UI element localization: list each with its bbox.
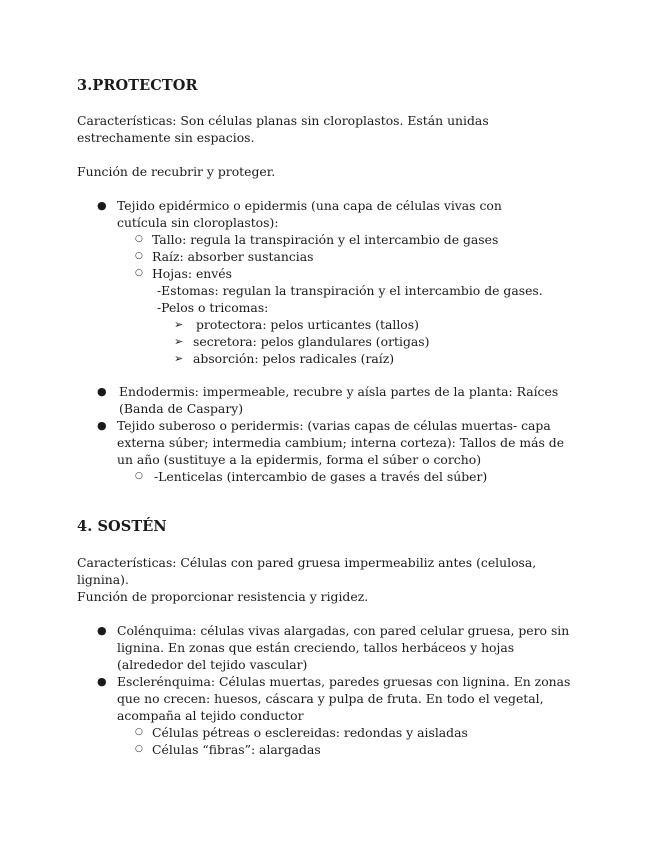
arrow-icon: ➢ bbox=[174, 318, 184, 331]
circle-glyph: ○ bbox=[135, 471, 143, 481]
bullet-glyph: ● bbox=[97, 385, 107, 398]
circle-glyph: ○ bbox=[135, 268, 143, 278]
circle-glyph: ○ bbox=[135, 251, 143, 261]
bullet-glyph: ● bbox=[97, 199, 107, 212]
sosten-caracteristicas: Características: Células con pared gruesa impermeabiliz antes (celulosa, lignina). bbox=[77, 555, 537, 587]
section-heading-sosten: 4. SOSTÉN bbox=[77, 518, 167, 535]
protectora-text: protectora: pelos urticantes (tallos) bbox=[196, 317, 419, 332]
lenticelas-text: -Lenticelas (intercambio de gases a través del súber) bbox=[154, 469, 488, 484]
secretora-text: secretora: pelos glandulares (ortigas) bbox=[193, 334, 430, 349]
protector-funcion: Función de recubrir y proteger. bbox=[77, 164, 276, 179]
circle-glyph: ○ bbox=[135, 234, 143, 244]
section-heading-protector: 3.PROTECTOR bbox=[77, 77, 198, 94]
endodermis-text: Endodermis: impermeable, recubre y aísla partes de la planta: Raíces (Banda de Caspary) bbox=[119, 384, 559, 416]
fibras-text: Células “fibras”: alargadas bbox=[152, 742, 321, 757]
arrow-icon: ➢ bbox=[174, 335, 184, 348]
epidermis-text: Tejido epidérmico o epidermis (una capa de células vivas con cutícula sin cloroplastos): bbox=[117, 198, 502, 230]
absorcion-text: absorción: pelos radicales (raíz) bbox=[193, 351, 395, 366]
esclerenquima-text: Esclerénquima: Células muertas, paredes gruesas con lignina. En zonas que no crecen: huesos, cáscara y pulpa de fruta. En todo el vegetal, acompaña al tejido conductor bbox=[117, 674, 571, 723]
arrow-icon: ➢ bbox=[174, 352, 184, 365]
colenquima-text: Colénquima: células vivas alargadas, con pared celular gruesa, pero sin lignina. En zonas que están creciendo, tallos herbáceos y hojas (alrededor del tejido vascular) bbox=[117, 623, 570, 672]
estomas-line: -Estomas: regulan la transpiración y el intercambio de gases. bbox=[157, 283, 543, 298]
sosten-funcion: Función de proporcionar resistencia y rigidez. bbox=[77, 589, 369, 604]
bullet-glyph: ● bbox=[97, 624, 107, 637]
bullet-glyph: ● bbox=[97, 419, 107, 432]
suberoso-text: Tejido suberoso o peridermis: (varias capas de células muertas- capa externa súber; intermedia cambium; interna corteza): Tallos de más de un año (sustituye a la epidermis, forma el súber o corcho) bbox=[117, 418, 565, 467]
protector-caracteristicas: Características: Son células planas sin cloroplastos. Están unidas estrechamente sin espacios. bbox=[77, 113, 489, 145]
tallo-text: Tallo: regula la transpiración y el intercambio de gases bbox=[152, 232, 499, 247]
raiz-text: Raíz: absorber sustancias bbox=[152, 249, 314, 264]
pelos-line: -Pelos o tricomas: bbox=[157, 300, 269, 315]
hojas-text: Hojas: envés bbox=[152, 266, 232, 281]
circle-glyph: ○ bbox=[135, 744, 143, 754]
circle-glyph: ○ bbox=[135, 727, 143, 737]
bullet-glyph: ● bbox=[97, 675, 107, 688]
petreas-text: Células pétreas o esclereidas: redondas y aisladas bbox=[152, 725, 468, 740]
